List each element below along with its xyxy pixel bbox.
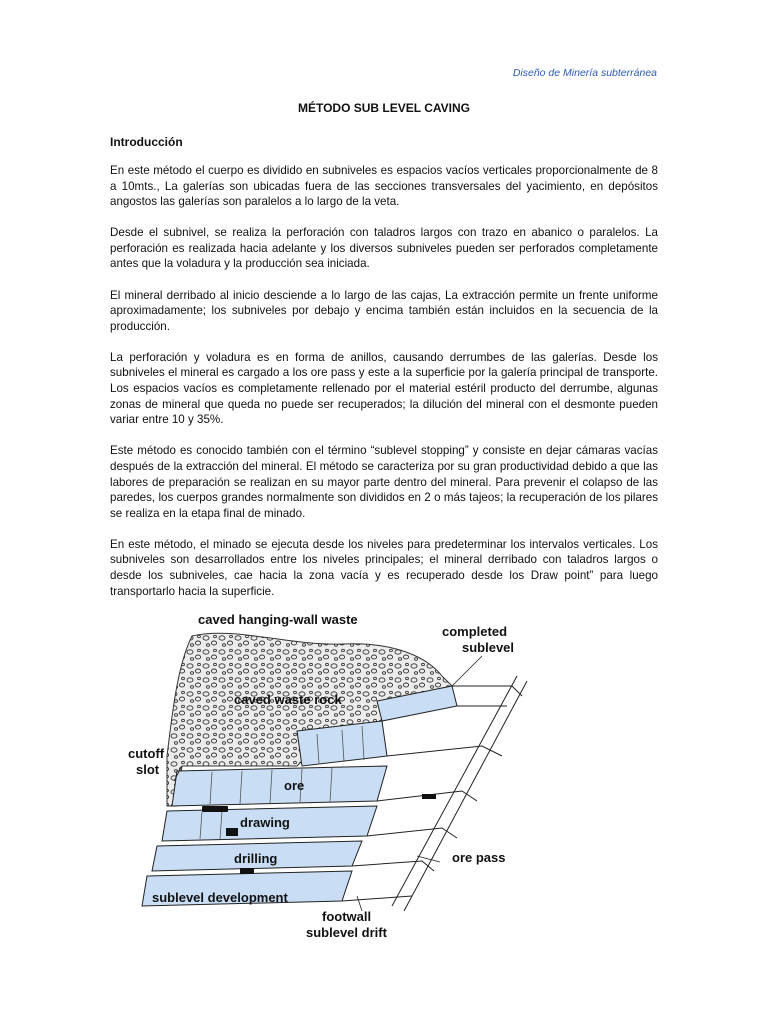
label-sublevel-development: sublevel development <box>152 890 288 905</box>
paragraph-6: En este método, el minado se ejecuta desde los niveles para predeterminar los intervalos verticales. Los subniveles son desarrollados entre los niveles principales; el mineral derribado con taladros largos o desde los subniveles, cae hacia la zona vacía y es recuperado desde los Draw point” para luego transportarlo hacia la superficie. <box>110 537 658 598</box>
paragraph-4: La perforación y voladura es en forma de anillos, causando derrumbes de las galerías. Desde los subniveles el mineral es cargado a los ore pass y este a la superficie por la galería principal de transporte. Los espacios vacíos es completamente rellenado por el material estéril producto del derrumbe, algunas zonas de mineral que queda no puede ser recuperados; la dilución del mineral con el desmonte pueden variar entre 10 y 35%. <box>110 350 658 427</box>
section-heading: Introducción <box>110 135 183 149</box>
label-drawing: drawing <box>240 815 290 830</box>
label-ore-pass: ore pass <box>452 850 506 865</box>
label-caved-hanging-wall-waste: caved hanging-wall waste <box>198 612 358 627</box>
label-drilling: drilling <box>234 851 278 866</box>
paragraph-5: Este método es conocido también con el término “sublevel stopping” y consiste en dejar cámaras vacías después de la extracción del mineral. El método se caracteriza por su gran productividad debido a que las labores de preparación se realizan en su mayor parte dentro del mineral. Para prevenir el colapso de las paredes, los cuerpos grandes normalmente son divididos en 2 o más tajeos; la recuperación de los pilares se realiza en la etapa final de minado. <box>110 444 658 520</box>
label-completed: completed <box>442 624 508 639</box>
sublevel-caving-diagram <box>122 606 542 946</box>
paragraph-3: El mineral derribado al inicio desciende a lo largo de las cajas, La extracción permite un frente uniforme aproximadamente; los subniveles por debajo y encima también están incluidos en la secuencia de la producción. <box>110 288 658 333</box>
label-cutoff: cutoff <box>128 746 165 761</box>
label-slot: slot <box>136 762 160 777</box>
paragraph-1: En este método el cuerpo es dividido en subniveles es espacios vacíos verticales proporcionalmente de 8 a 10mts., La galerías son ubicadas fuera de las secciones transversales del yacimiento, en depósitos angostos las galerías son paralelos a lo largo de la veta. <box>110 164 658 209</box>
document-title: MÉTODO SUB LEVEL CAVING <box>297 101 471 115</box>
label-caved-waste-rock: caved waste rock <box>234 692 342 707</box>
label-sublevel: sublevel <box>462 640 515 655</box>
paragraph-2: Desde el subnivel, se realiza la perforación con taladros largos con trazo en abanico o paralelos. La perforación es realizada hacia adelante y los diversos subniveles pueden ser perforados completamente antes que la voladura y la producción sea iniciada. <box>110 226 658 271</box>
label-ore: ore <box>284 778 305 793</box>
label-sublevel-drift: sublevel drift <box>306 925 387 940</box>
diagram-svg <box>122 606 542 946</box>
header-note: Diseño de Minería subterránea <box>512 67 657 79</box>
ore-level <box>172 766 387 806</box>
body-text <box>110 163 658 615</box>
label-footwall: footwall <box>322 909 372 924</box>
